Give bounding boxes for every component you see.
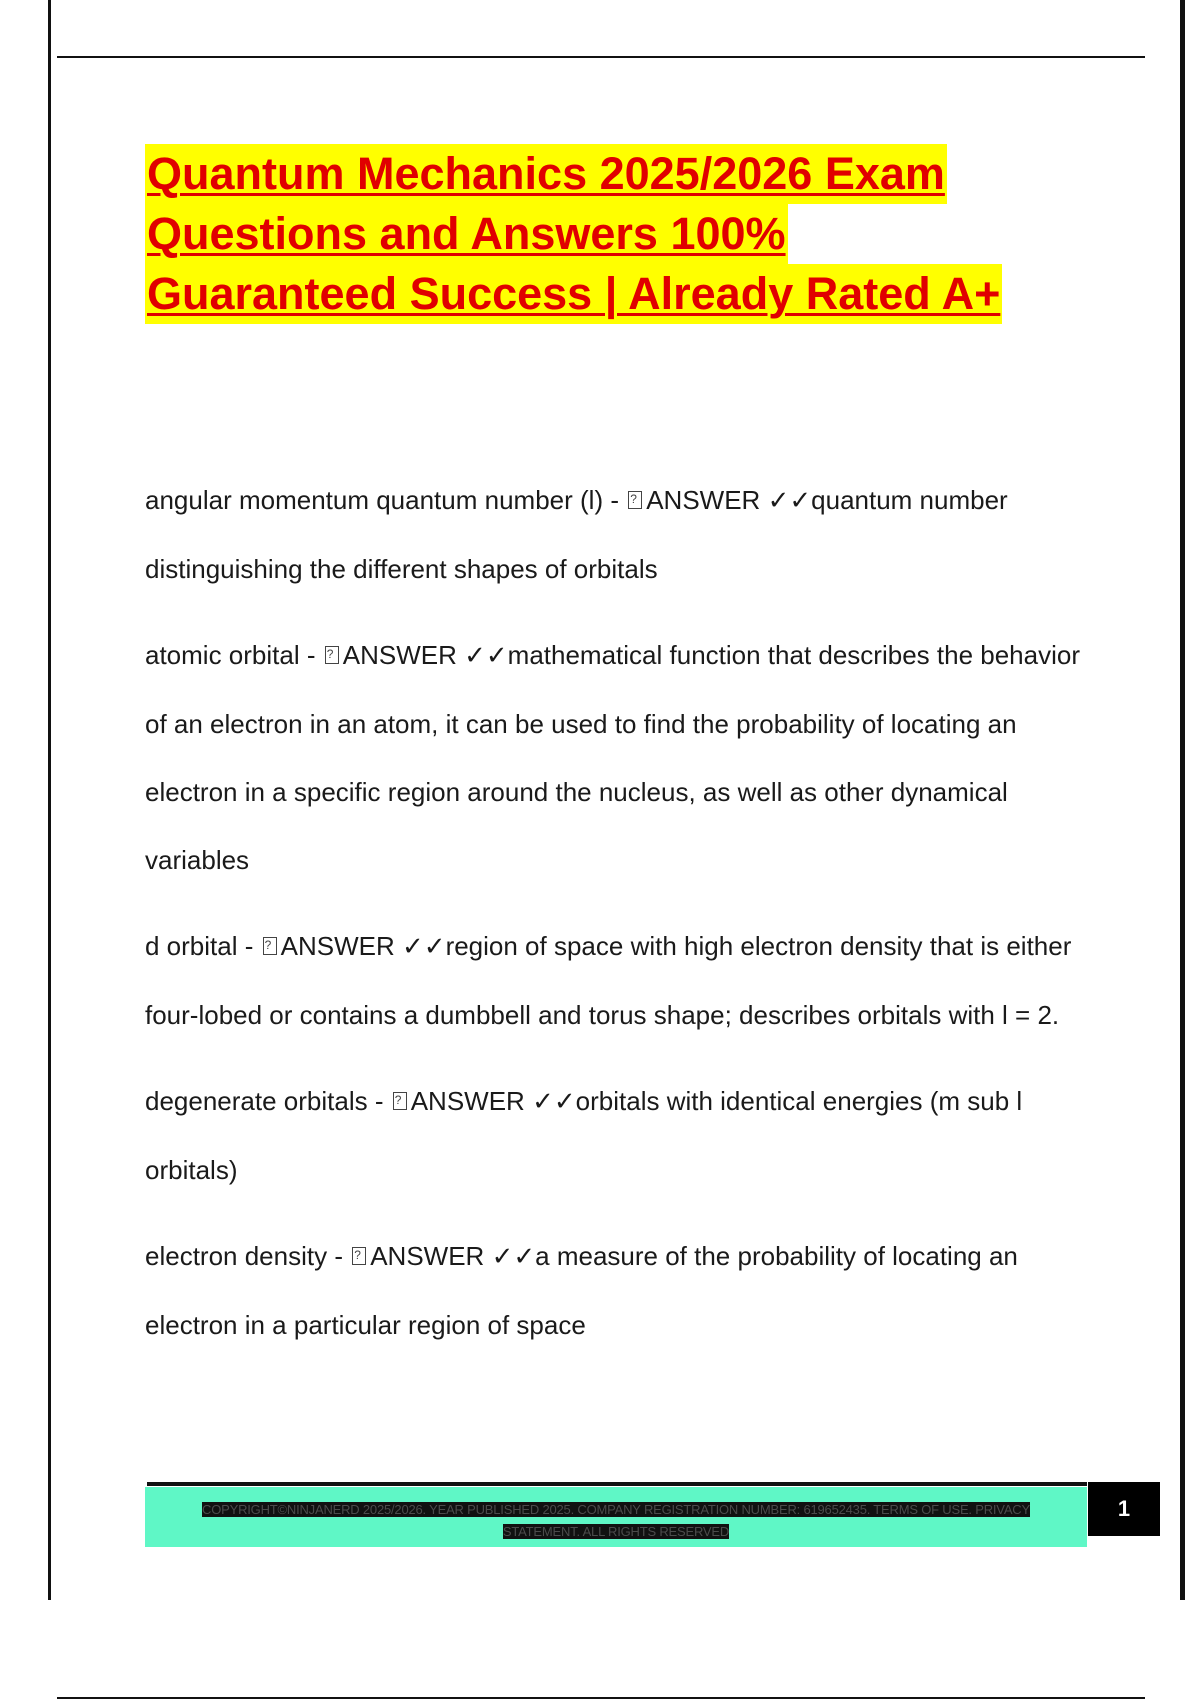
- entry-definition: orbitals with identical energies (m sub l orbitals): [145, 1086, 1023, 1185]
- entry-term: degenerate orbitals -: [145, 1086, 384, 1116]
- entry-term: angular momentum quantum number (l) -: [145, 485, 619, 515]
- next-page-rule: [57, 1697, 1145, 1699]
- title-line-1: Quantum Mechanics 2025/2026 Exam: [145, 144, 947, 204]
- entry-definition: quantum number distinguishing the different shapes of orbitals: [145, 485, 1008, 584]
- document-title: [145, 144, 1105, 324]
- qa-entry: [145, 1222, 1105, 1359]
- double-check-icon: ✓✓: [491, 1242, 536, 1272]
- entry-definition: mathematical function that describes the behavior of an electron in an atom, it can be used to find the probability of locating an electron in a specific region around the nucleus, as well as other dynamical variables: [145, 640, 1080, 875]
- double-check-icon: ✓✓: [532, 1087, 576, 1117]
- qa-entry: [145, 621, 1105, 894]
- answer-label: ANSWER: [370, 1241, 485, 1271]
- entry-definition: a measure of the probability of locating an electron in a particular region of space: [145, 1241, 1018, 1340]
- qa-entry: [145, 912, 1105, 1049]
- page-number: 1: [1088, 1482, 1160, 1536]
- footer-band: [145, 1487, 1087, 1547]
- answer-label: ANSWER: [342, 640, 457, 670]
- qa-entry: [145, 466, 1105, 603]
- double-check-icon: ✓✓: [401, 932, 446, 962]
- footer-rule: [147, 1482, 1087, 1486]
- missing-glyph-icon: [628, 491, 642, 509]
- qa-list: [145, 466, 1105, 1377]
- title-line-3: Guaranteed Success | Already Rated A+: [145, 264, 1002, 324]
- header-rule: [57, 56, 1145, 58]
- entry-definition: region of space with high electron density that is either four-lobed or contains a dumbbell and torus shape; describes orbitals with l = 2.: [145, 931, 1072, 1030]
- missing-glyph-icon: [393, 1092, 407, 1110]
- missing-glyph-icon: [325, 646, 339, 664]
- double-check-icon: ✓✓: [767, 486, 812, 516]
- missing-glyph-icon: [263, 937, 277, 955]
- entry-term: atomic orbital -: [145, 640, 316, 670]
- entry-term: electron density -: [145, 1241, 343, 1271]
- answer-label: ANSWER: [646, 485, 761, 515]
- double-check-icon: ✓✓: [464, 641, 508, 671]
- qa-entry: [145, 1067, 1105, 1204]
- title-line-2: Questions and Answers 100%: [145, 204, 788, 264]
- entry-term: d orbital -: [145, 931, 254, 961]
- answer-label: ANSWER: [410, 1086, 525, 1116]
- page-left-border: [48, 0, 51, 1600]
- copyright-notice: COPYRIGHT©NINJANERD 2025/2026. YEAR PUBLISHED 2025. COMPANY REGISTRATION NUMBER: 619652435. TERMS OF USE. PRIVACY STATEMENT. ALL RIGHTS RESERVED: [202, 1502, 1030, 1539]
- missing-glyph-icon: [352, 1247, 366, 1265]
- answer-label: ANSWER: [280, 931, 395, 961]
- page-right-border: [1180, 0, 1185, 1600]
